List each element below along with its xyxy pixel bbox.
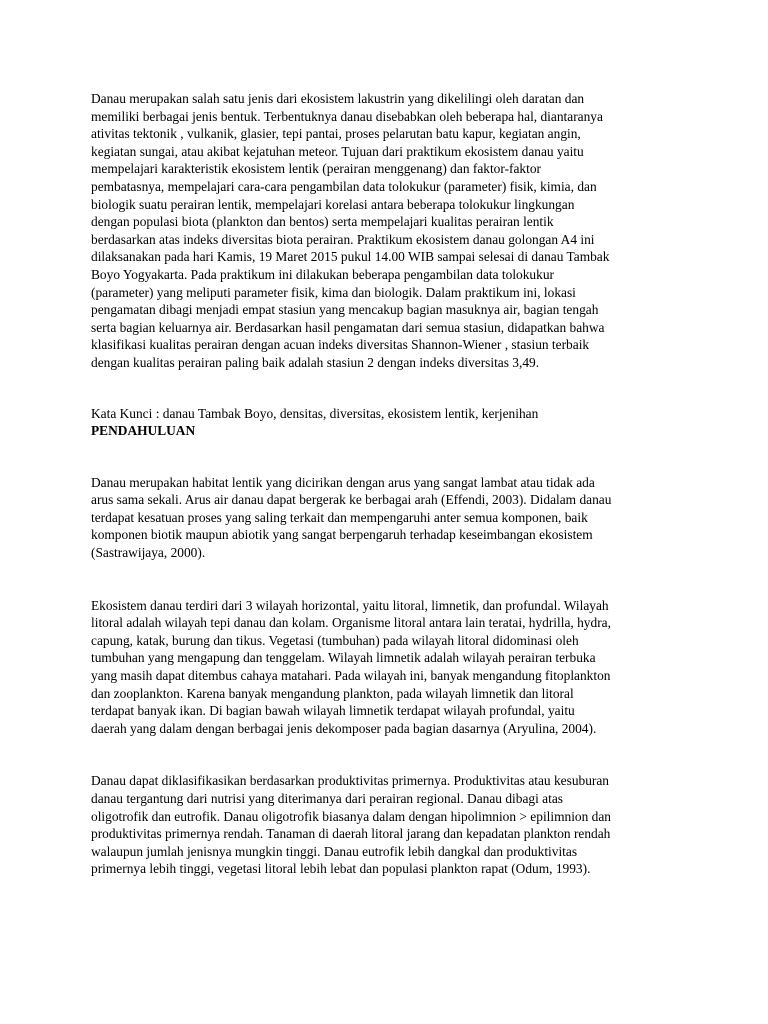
body-paragraph-3 [91,772,691,878]
text-line: dilaksanakan pada hari Kamis, 19 Maret 2015 pukul 14.00 WIB sampai selesai di danau Tambak [91,249,610,265]
text-line: Danau dapat diklasifikasikan berdasarkan produktivitas primernya. Produktivitas atau kesuburan [91,773,609,789]
text-line: litoral adalah wilayah tepi danau dan kolam. Organisme litoral antara lain teratai, hydrilla, hydra, [91,615,611,631]
text-line: walaupun jumlah jenisnya mungkin tinggi. Danau eutrofik lebih dangkal dan produktivitas [91,843,578,859]
text-line: (parameter) yang meliputi parameter fisik, kima dan biologik. Dalam praktikum ini, lokasi [91,284,576,300]
text-line: klasifikasi kualitas perairan dengan acuan indeks diversitas Shannon-Wiener , stasiun terbaik [91,337,590,353]
text-line: pengamatan dibagi menjadi empat stasiun yang mencakup bagian masuknya air, bagian tengah [91,302,599,318]
text-line: primernya lebih tinggi, vegetasi litoral lebih lebat dan populasi plankton rapat (Odum, 1993). [91,861,591,877]
text-line: berdasarkan atas indeks diversitas biota perairan. Praktikum ekosistem danau golongan A4 ini [91,231,595,247]
keywords-text: Kata Kunci : danau Tambak Boyo, densitas, diversitas, ekosistem lentik, kerjenihan [91,405,539,421]
document-page [91,90,691,878]
text-line: Boyo Yogyakarta. Pada praktikum ini dilakukan beberapa pengambilan data tolokukur [91,266,554,282]
text-line: memiliki berbagai jenis bentuk. Terbentuknya danau disebabkan oleh beberapa hal, diantaranya [91,108,603,124]
text-line: dengan populasi biota (plankton dan bentos) serta mempelajari kualitas perairan lentik [91,214,554,230]
text-line: pembatasnya, mempelajari cara-cara pengambilan data tolokukur (parameter) fisik, kimia, dan [91,178,597,194]
abstract-paragraph [91,90,691,372]
text-line: dan zooplankton. Karena banyak mengandung plankton, pada wilayah limnetik dan litoral [91,685,574,701]
text-line: terdapat kesatuan proses yang saling terkait dan mempengaruhi anter semua komponen, baik [91,509,588,525]
text-line: serta bagian keluarnya air. Berdasarkan hasil pengamatan dari semua stasiun, didapatkan bahwa [91,319,605,335]
text-line: mempelajari karakteristik ekosistem lentik (perairan menggenang) dan faktor-faktor [91,161,541,177]
text-line: (Sastrawijaya, 2000). [91,545,206,561]
text-line: oligotrofik dan eutrofik. Danau oligotrofik biasanya dalam dengan hipolimnion > epilimnion dan [91,808,612,824]
text-line: kegiatan sungai, atau akibat kejatuhan meteor. Tujuan dari praktikum ekosistem danau yaitu [91,143,584,159]
text-line: dengan kualitas perairan paling baik adalah stasiun 2 dengan indeks diversitas 3,49. [91,354,540,370]
text-line: ativitas tektonik , vulkanik, glasier, tepi pantai, proses pelarutan batu kapur, kegiatan angin, [91,126,581,142]
text-line: capung, katak, burung dan tikus. Vegetasi (tumbuhan) pada wilayah litoral didominasi oleh [91,632,579,648]
text-line: terdapat banyak ikan. Di bagian bawah wilayah limnetik terdapat wilayah profundal, yaitu [91,703,575,719]
text-line: biologik suatu perairan lentik, mempelajari korelasi antara beberapa tolokukur lingkungan [91,196,575,212]
keywords-line [91,405,691,423]
section-heading: PENDAHULUAN [91,423,196,439]
text-line: tumbuhan yang mengapung dan tenggelam. Wilayah limnetik adalah wilayah perairan terbuka [91,650,596,666]
body-paragraph-1 [91,474,691,562]
text-line: komponen biotik maupun abiotik yang sangat berpengaruh terhadap keseimbangan ekosistem [91,527,593,543]
text-line: danau tergantung dari nutrisi yang diterimanya dari perairan regional. Danau dibagi atas [91,791,563,806]
text-line: Danau merupakan habitat lentik yang dicirikan dengan arus yang sangat lambat atau tidak ada [91,474,595,490]
text-line: arus sama sekali. Arus air danau dapat bergerak ke berbagai arah (Effendi, 2003). Didalam danau [91,492,612,508]
body-paragraph-2 [91,597,691,738]
text-line: yang masih dapat ditembus cahaya matahari. Pada wilayah ini, banyak mengandung fitoplankton [91,668,611,684]
text-line: daerah yang dalam dengan berbagai jenis dekomposer pada bagian dasarnya (Aryulina, 2004). [91,720,597,736]
text-line: Ekosistem danau terdiri dari 3 wilayah horizontal, yaitu litoral, limnetik, dan profundal. Wilayah [91,597,609,613]
text-line: Danau merupakan salah satu jenis dari ekosistem lakustrin yang dikelilingi oleh daratan dan [91,91,585,106]
text-line: produktivitas primernya rendah. Tanaman di daerah litoral jarang dan kepadatan plankton rendah [91,826,611,842]
